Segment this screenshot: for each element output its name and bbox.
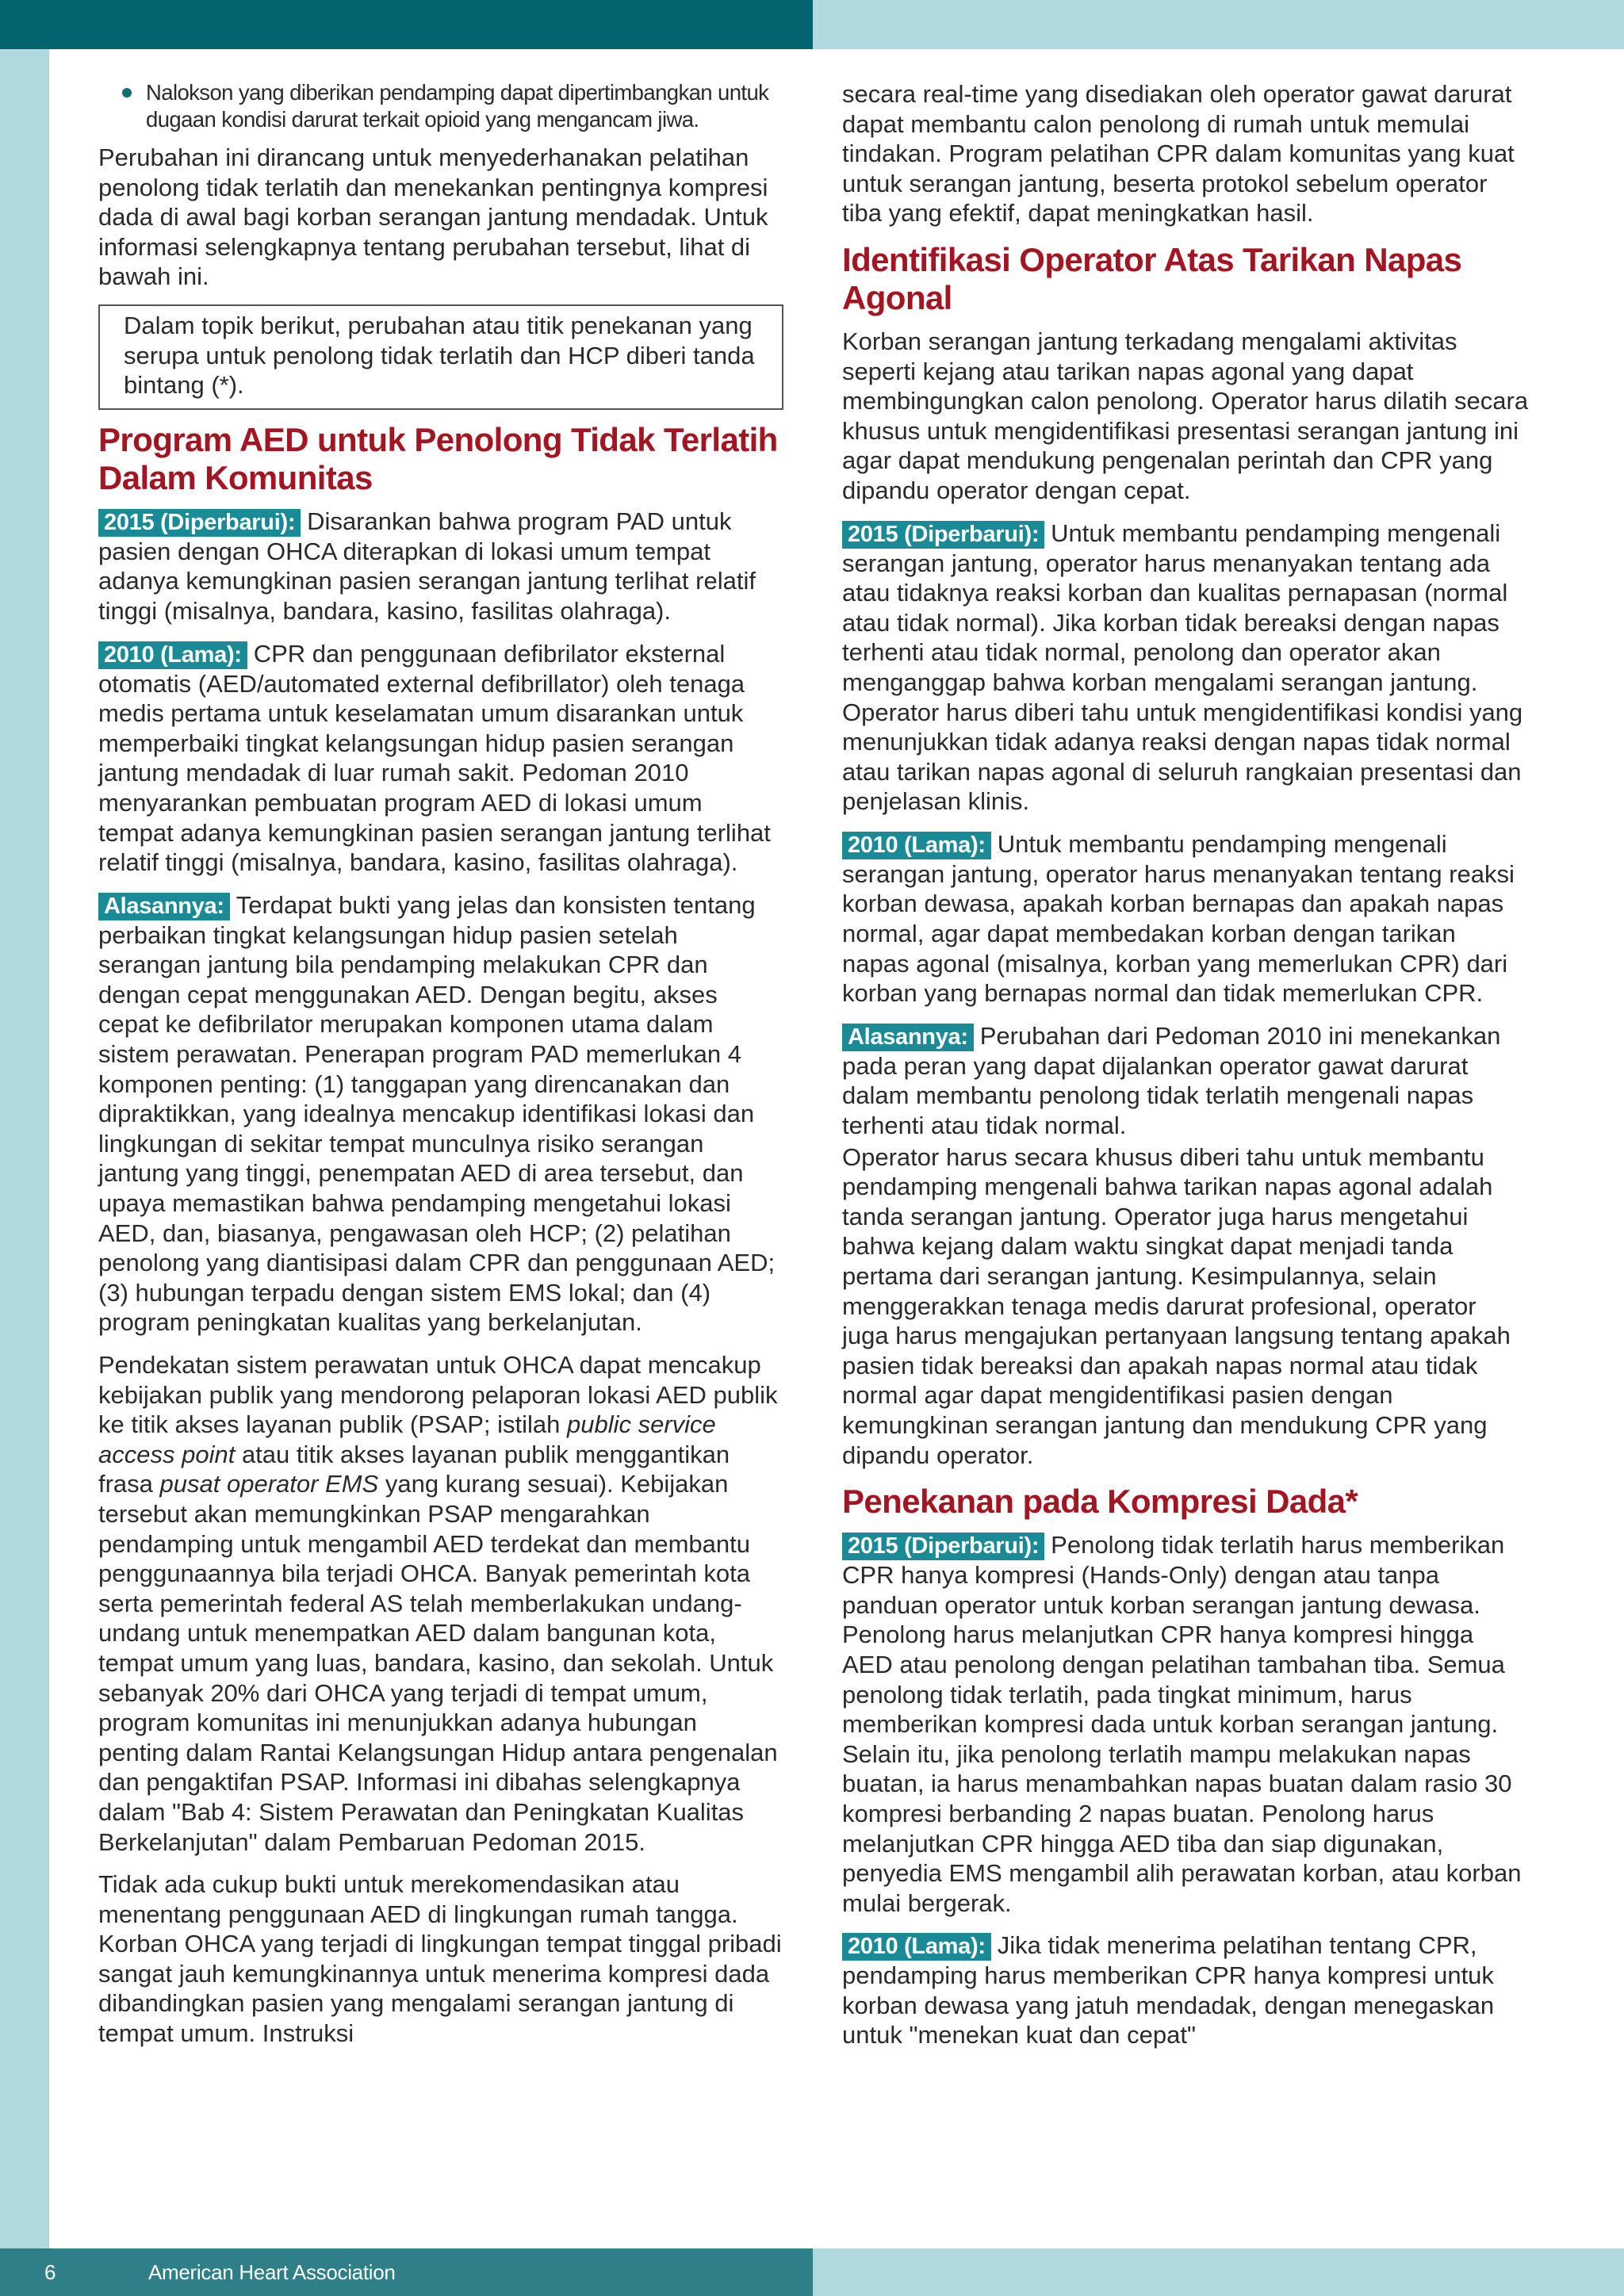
page-number: 6 <box>44 2260 56 2284</box>
bullet-item: Nalokson yang diberikan pendamping dapat dipertimbangkan untuk dugaan kondisi darurat terkait opioid yang mengancam jiwa. <box>146 79 783 133</box>
right-column <box>842 79 1529 2063</box>
paragraph-home: Tidak ada cukup bukti untuk merekomendasikan atau menentang penggunaan AED di lingkungan rumah tangga. Korban OHCA yang terjadi di lingkungan tempat tinggal pribadi sangat jauh kemungkinannya untuk menerima kompresi dada dibandingkan pasien yang mengalami serangan jantung di tempat umum. Instruksi <box>98 1870 782 2048</box>
paragraph-agonal-intro: Korban serangan jantung terkadang mengalami aktivitas seperti kejang atau tarikan napas agonal yang dapat membingungkan calon penolong. Operator harus dilatih secara khusus untuk mengidentifikasi presentasi serangan jantung ini agar dapat mendukung pengenalan perintah dan CPR yang dipandu operator dengan cepat. <box>842 327 1529 504</box>
intro-paragraph: Perubahan ini dirancang untuk menyederhanakan pelatihan penolong tidak terlatih dan menekankan pentingnya kompresi dada di awal bagi korban serangan jantung mendadak. Untuk informasi selengkapnya tentang perubahan tersebut, lihat di bawah ini. <box>98 144 768 291</box>
paragraph-systems: Pendekatan sistem perawatan untuk OHCA dapat mencakup kebijakan publik yang mendorong pelaporan lokasi AED publik ke titik akses layanan publik (PSAP; istilah public service access point atau titik akses layanan publik menggantikan frasa pusat operator EMS yang kurang sesuai). Kebijakan tersebut akan memungkinkan PSAP mengarahkan pendamping untuk mengambil AED terdekat dan membantu penggunaannya bila terjadi OHCA. Banyak pemerintah kota serta pemerintah federal AS telah memberlakukan undang-undang untuk menempatkan AED dalam bangunan kota, tempat umum yang luas, bandara, kasino, dan sekolah. Untuk sebanyak 20% dari OHCA yang terjadi di tempat umum, program komunitas ini menunjukkan adanya hubungan penting dalam Rantai Kelangsungan Hidup antara pengenalan dan pengaktifan PSAP. Informasi ini dibahas selengkapnya dalam "Bab 4: Sistem Perawatan dan Peningkatan Kualitas Berkelanjutan" dalam Pembaruan Pedoman 2015. <box>98 1351 778 1856</box>
tag-reason: Alasannya: <box>98 893 230 920</box>
tag-2010-old: 2010 (Lama): <box>842 1933 991 1961</box>
footer-bar <box>0 2248 813 2296</box>
paragraph-continuation: secara real-time yang disediakan oleh operator gawat darurat dapat membantu calon penolong di rumah untuk memulai tindakan. Program pelatihan CPR dalam komunitas yang kuat untuk serangan jantung, beserta protokol sebelum operator tiba yang efektif, dapat meningkatkan hasil. <box>842 80 1515 228</box>
paragraph-agonal-reason: Alasannya: Perubahan dari Pedoman 2010 ini menekankan pada peran yang dapat dijalankan operator gawat darurat dalam membantu penolong tidak terlatih mengenali napas terhenti atau tidak normal. <box>842 1021 1501 1140</box>
left-margin-strip <box>0 49 49 2286</box>
paragraph-compression-2010: 2010 (Lama): Jika tidak menerima pelatihan tentang CPR, pendamping harus memberikan CPR hanya kompresi untuk korban dewasa yang jatuh mendadak, dengan menegaskan untuk "menekan kuat dan cepat" <box>842 1931 1495 2049</box>
footer-bar-light <box>813 2248 1624 2296</box>
paragraph-agonal-2015: 2015 (Diperbarui): Untuk membantu pendamping mengenali serangan jantung, operator harus menanyakan tentang ada atau tidaknya reaksi korban dan kualitas pernapasan (normal atau tidak normal). Jika korban tidak bereaksi dengan napas terhenti atau tidak normal, penolong dan operator akan menganggap bahwa korban mengalami serangan jantung. Operator harus diberi tahu untuk mengidentifikasi kondisi yang menunjukkan tidak adanya reaksi dengan napas tidak normal atau tarikan napas agonal di seluruh rangkaian presentasi dan penjelasan klinis. <box>842 519 1523 816</box>
section-heading-compression: Penekanan pada Kompresi Dada* <box>842 1483 1358 1521</box>
tag-2010-old: 2010 (Lama): <box>842 832 991 859</box>
paragraph-2010: 2010 (Lama): CPR dan penggunaan defibrilator eksternal otomatis (AED/automated external defibrillator) oleh tenaga medis pertama untuk keselamatan umum disarankan untuk memperbaiki tingkat kelangsungan hidup pasien serangan jantung mendadak di luar rumah sakit. Pedoman 2010 menyarankan pembuatan program AED di lokasi umum tempat adanya kemungkinan pasien serangan jantung terlihat relatif tinggi (misalnya, bandara, kasino, fasilitas olahraga). <box>98 639 771 877</box>
bullet-list <box>98 79 783 133</box>
tag-2015-updated: 2015 (Diperbarui): <box>842 521 1044 549</box>
paragraph-reason: Alasannya: Terdapat bukti yang jelas dan konsisten tentang perbaikan tingkat kelangsungan hidup pasien setelah serangan jantung bila pendamping melakukan CPR dan dengan cepat menggunakan AED. Dengan begitu, akses cepat ke defibrilator merupakan komponen utama dalam sistem perawatan. Penerapan program PAD memerlukan 4 komponen penting: (1) tanggapan yang direncanakan dan dipraktikkan, yang idealnya mencakup identifikasi lokasi dan lingkungan di sekitar tempat munculnya risiko serangan jantung yang tinggi, penempatan AED di area tersebut, dan upaya memastikan bahwa pendamping mengetahui lokasi AED, dan, biasanya, pengawasan oleh HCP; (2) pelatihan penolong yang diantisipasi dalam CPR dan penggunaan AED; (3) hubungan terpadu dengan sistem EMS lokal; dan (4) program peningkatan kualitas yang berkelanjutan. <box>98 890 776 1337</box>
header-bar-dark <box>0 0 813 49</box>
note-box: Dalam topik berikut, perubahan atau titik penekanan yang serupa untuk penolong tidak terlatih dan HCP diberi tanda bintang (*). <box>98 304 783 410</box>
paragraph-agonal-more: Operator harus secara khusus diberi tahu untuk membantu pendamping mengenali bahwa tarikan napas agonal adalah tanda serangan jantung. Operator juga harus mengetahui bahwa kejang dalam waktu singkat dapat menjadi tanda pertama dari serangan jantung. Kesimpulannya, selain menggerakkan tenaga medis darurat profesional, operator juga harus mengajukan pertanyaan langsung tentang apakah pasien tidak bereaksi dan apakah napas normal atau tidak normal agar dapat mengidentifikasi pasien dengan kemungkinan serangan jantung dan mendukung CPR yang dipandu operator. <box>842 1142 1511 1469</box>
section-heading-aed: Program AED untuk Penolong Tidak Terlatih Dalam Komunitas <box>98 420 778 496</box>
paragraph-2015: 2015 (Diperbarui): Disarankan bahwa program PAD untuk pasien dengan OHCA diterapkan di lokasi umum tempat adanya kemungkinan pasien serangan jantung terlihat relatif tinggi (misalnya, bandara, kasino, fasilitas olahraga). <box>98 507 756 625</box>
left-column <box>98 79 783 2061</box>
tag-reason: Alasannya: <box>842 1024 974 1051</box>
bullet-dot-icon <box>122 88 132 98</box>
footer-publisher: American Heart Association <box>148 2260 396 2284</box>
paragraph-agonal-2010: 2010 (Lama): Untuk membantu pendamping mengenali serangan jantung, operator harus menanyakan tentang reaksi korban dewasa, apakah korban bernapas dan apakah napas normal, agar dapat membedakan korban dengan tarikan napas agonal (misalnya, korban yang memerlukan CPR) dari korban yang bernapas normal dan tidak memerlukan CPR. <box>842 829 1515 1008</box>
tag-2015-updated: 2015 (Diperbarui): <box>98 509 301 537</box>
paragraph-compression-2015: 2015 (Diperbarui): Penolong tidak terlatih harus memberikan CPR hanya kompresi (Hands-Only) dengan atau tanpa panduan operator untuk korban serangan jantung dewasa. Penolong harus melanjutkan CPR hanya kompresi hingga AED atau penolong dengan pelatihan tambahan tiba. Semua penolong tidak terlatih, pada tingkat minimum, harus memberikan kompresi dada untuk korban serangan jantung. Selain itu, jika penolong terlatih mampu melakukan napas buatan, ia harus menambahkan napas buatan dalam rasio 30 kompresi berbanding 2 napas buatan. Penolong harus melanjutkan CPR hingga AED tiba dan siap digunakan, penyedia EMS mengambil alih perawatan korban, atau korban mulai bergerak. <box>842 1531 1522 1917</box>
section-heading-agonal: Identifikasi Operator Atas Tarikan Napas Agonal <box>842 240 1462 316</box>
header-bar-light <box>813 0 1624 49</box>
tag-2010-old: 2010 (Lama): <box>98 641 247 669</box>
tag-2015-updated: 2015 (Diperbarui): <box>842 1533 1044 1560</box>
